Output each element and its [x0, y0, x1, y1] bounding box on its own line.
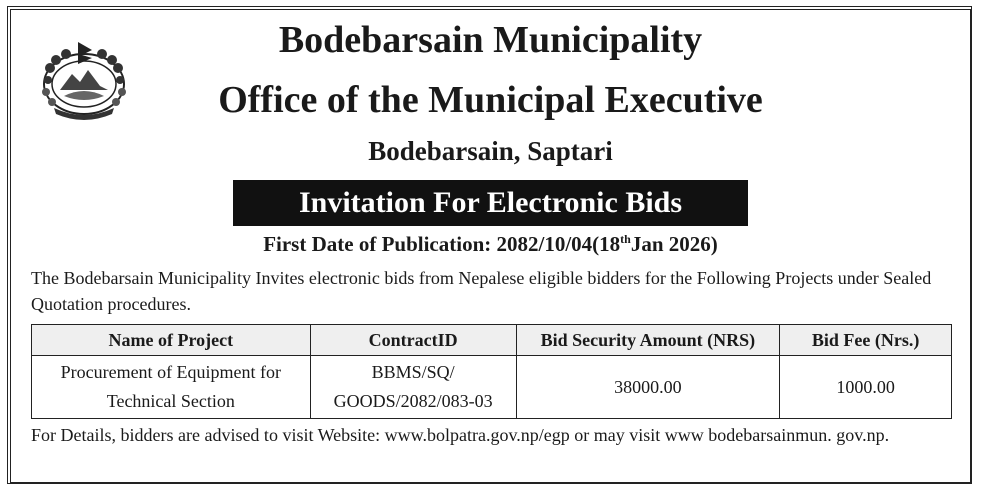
cell-bid-security: 38000.00 — [516, 356, 780, 419]
column-header-project: Name of Project — [32, 325, 311, 356]
office-title: Office of the Municipal Executive — [218, 79, 763, 121]
intro-paragraph: The Bodebarsain Municipality Invites electronic bids from Nepalese eligible bidders for the Following Projects under Sealed Quotation procedures. — [31, 268, 932, 314]
publication-date-suffix: Jan 2026) — [630, 232, 718, 256]
column-header-bid-fee: Bid Fee (Nrs.) — [780, 325, 952, 356]
bid-table — [31, 324, 952, 419]
publication-date-ordinal: th — [620, 232, 631, 246]
publication-date-prefix: First Date of Publication: 2082/10/04(18 — [263, 232, 621, 256]
table-row — [32, 356, 952, 419]
notice-heading-banner: Invitation For Electronic Bids — [233, 180, 748, 226]
column-header-bid-security: Bid Security Amount (NRS) — [516, 325, 780, 356]
publication-date — [0, 230, 981, 258]
municipality-title: Bodebarsain Municipality — [278, 19, 703, 61]
location-title: Bodebarsain, Saptari — [368, 136, 613, 166]
column-header-contract-id: ContractID — [310, 325, 516, 356]
details-paragraph: For Details, bidders are advised to visit Website: www.bolpatra.gov.np/egp or may visit www bodebarsainmun. gov.np. — [31, 425, 890, 445]
cell-contract-id: BBMS/SQ/ GOODS/2082/083-03 — [310, 356, 516, 419]
cell-project-name: Procurement of Equipment for Technical Section — [32, 356, 311, 419]
cell-bid-fee: 1000.00 — [780, 356, 952, 419]
table-header-row — [32, 325, 952, 356]
